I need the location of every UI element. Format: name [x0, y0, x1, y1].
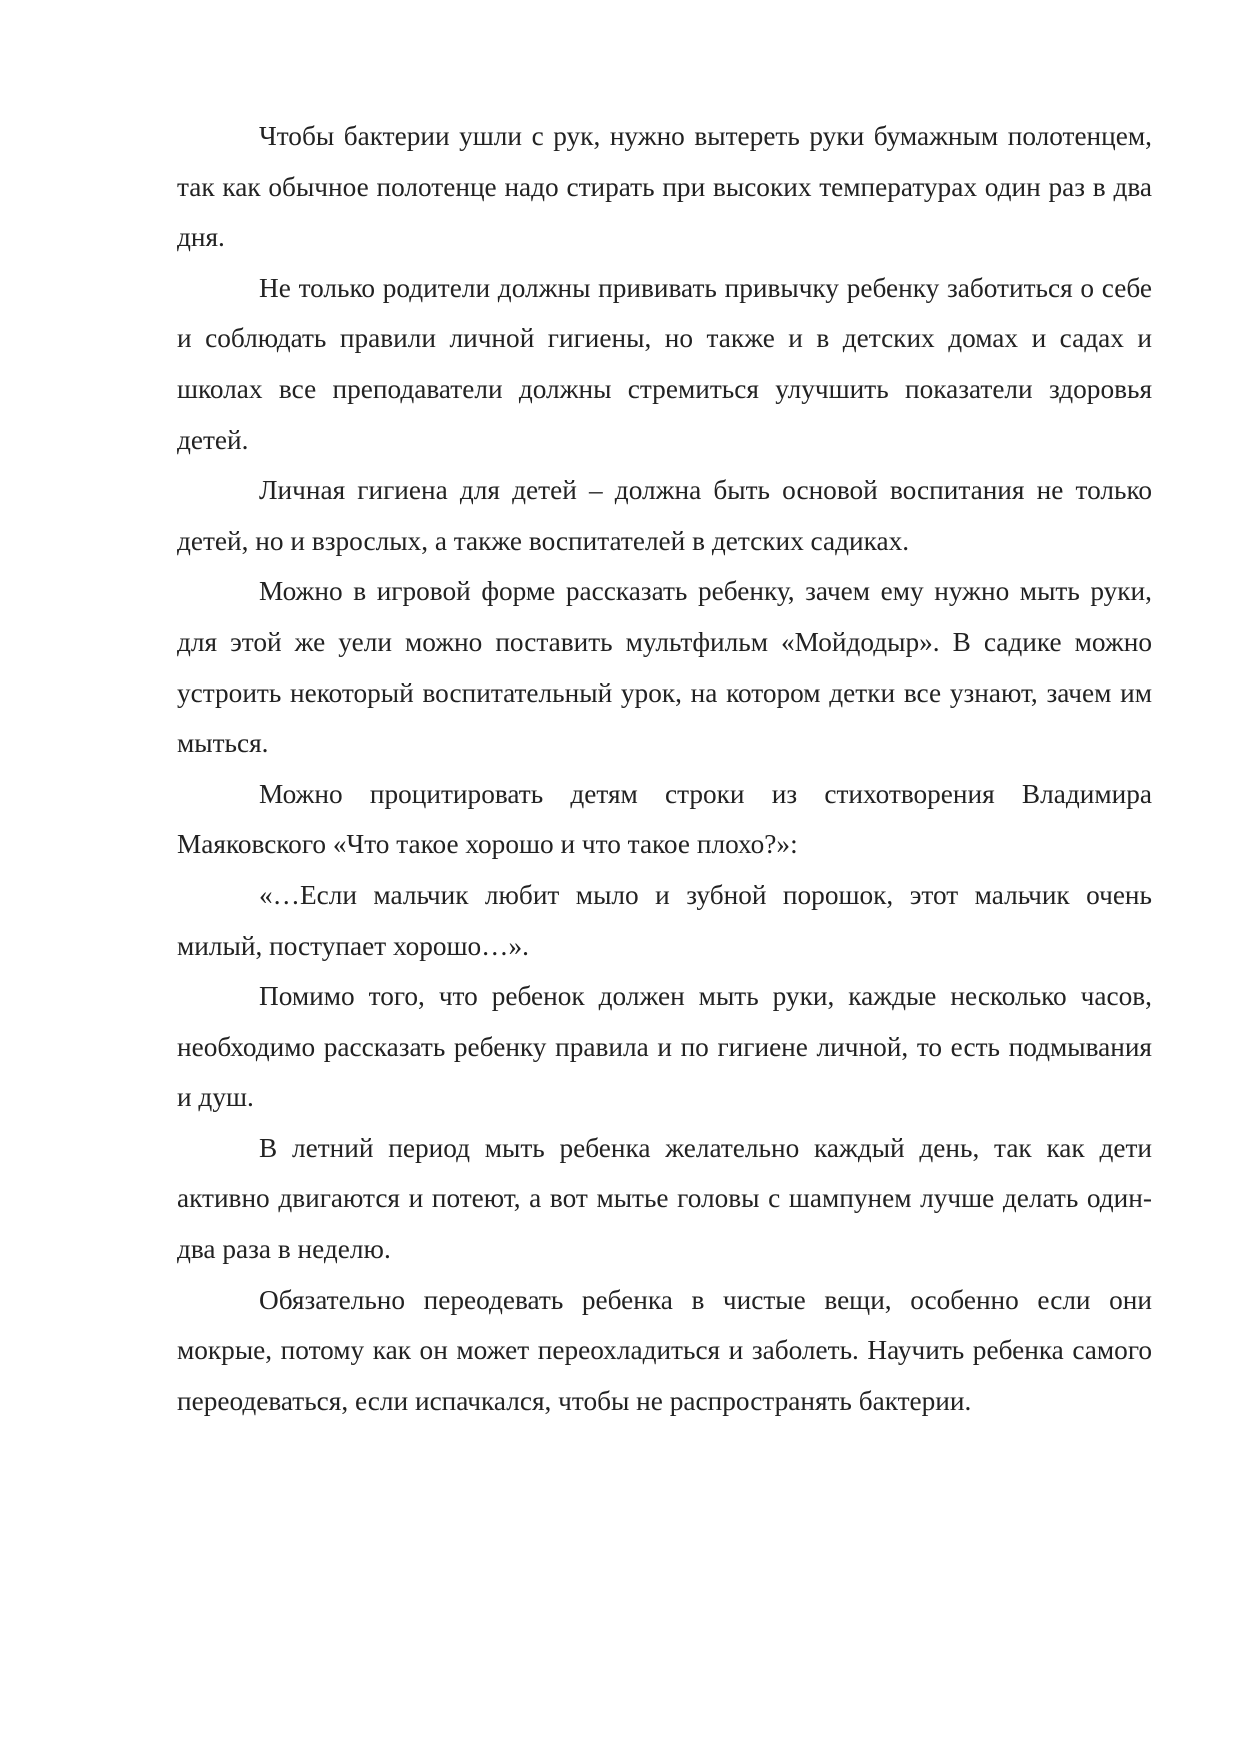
paragraph-towel: Чтобы бактерии ушли с рук, нужно вытереть руки бумажным полотенцем, так как обычное полотенце надо стирать при высоких температурах один раз в два дня.	[177, 121, 1152, 253]
paragraph-washing-hands: Помимо того, что ребенок должен мыть руки, каждые несколько часов, необходимо рассказать ребенку правила и по гигиене личной, то есть подмывания и душ.	[177, 981, 1152, 1113]
paragraph-quote: «…Если мальчик любит мыло и зубной порошок, этот мальчик очень милый, поступает хорошо…».	[177, 879, 1152, 961]
paragraph-parents: Не только родители должны прививать привычку ребенку заботиться о себе и соблюдать правили личной гигиены, но также и в детских домах и садах и школах все преподаватели должны стремиться улучшить показатели здоровья детей.	[177, 272, 1152, 455]
document-body	[177, 111, 1152, 1426]
paragraph-personal-hygiene: Личная гигиена для детей – должна быть основой воспитания не только детей, но и взрослых, а также воспитателей в детских садиках.	[177, 475, 1152, 556]
paragraph-game-form: Можно в игровой форме рассказать ребенку, зачем ему нужно мыть руки, для этой же уели можно поставить мультфильм «Мойдодыр». В садике можно устроить некоторый воспитательный урок, на котором детки все узнают, зачем им мыться.	[177, 576, 1152, 759]
paragraph-summer: В летний период мыть ребенка желательно каждый день, так как дети активно двигаются и потеют, а вот мытье головы с шампунем лучше делать один-два раза в неделю.	[177, 1132, 1152, 1265]
paragraph-clean-clothes: Обязательно переодевать ребенка в чистые вещи, особенно если они мокрые, потому как он может переохладиться и заболеть. Научить ребенка самого переодеваться, если испачкался, чтобы не распространять бактерии.	[177, 1284, 1152, 1416]
paragraph-mayakovsky: Можно процитировать детям строки из стихотворения Владимира Маяковского «Что такое хорошо и что такое плохо?»:	[177, 778, 1152, 860]
